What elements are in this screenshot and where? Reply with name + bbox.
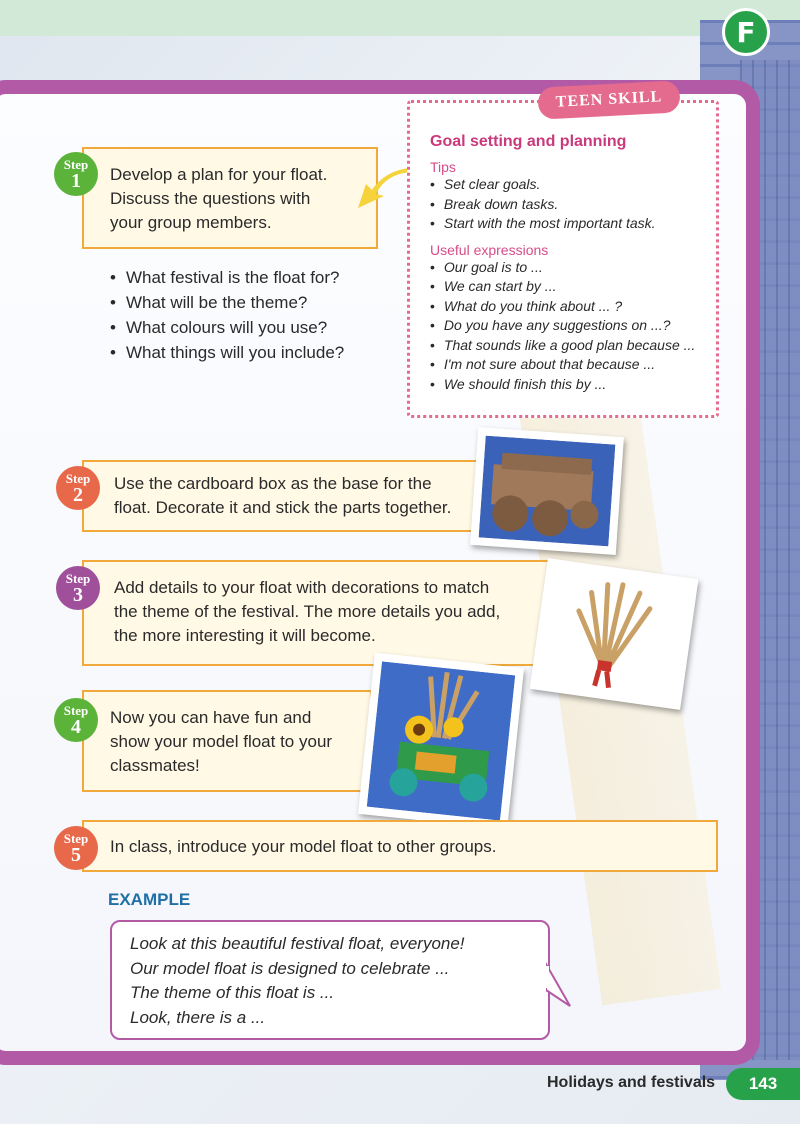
step-3-badge: Step 3 (56, 566, 100, 610)
question-item: • What things will you include? (110, 340, 344, 365)
expression-item: • I'm not sure about that because ... (430, 355, 704, 375)
step-4-badge: Step 4 (54, 698, 98, 742)
example-speech-bubble (110, 920, 550, 1040)
step-3-line: the more interesting it will become. (114, 626, 376, 645)
step-5-line: In class, introduce your model float to other groups. (110, 837, 497, 856)
step-3-box (82, 560, 552, 666)
step-3-line: Add details to your float with decorations to match (114, 578, 490, 597)
step-2-line: Use the cardboard box as the base for the (114, 474, 432, 493)
tip-item: • Start with the most important task. (430, 214, 704, 234)
step-2-box (82, 460, 482, 532)
wheat-image-icon (539, 567, 690, 701)
top-band (0, 0, 800, 36)
section-badge: F (722, 8, 770, 56)
example-line: Look, there is a ... (130, 1007, 266, 1027)
step-4-line: classmates! (110, 756, 200, 775)
step-3-line: the theme of the festival. The more details you add, (114, 602, 501, 621)
question-item: • What festival is the float for? (110, 265, 344, 290)
step-4-line: Now you can have fun and (110, 708, 312, 727)
tip-item: • Set clear goals. (430, 175, 704, 195)
step-1-line: Discuss the questions with (110, 189, 311, 208)
example-line: Look at this beautiful festival float, everyone! (130, 934, 465, 953)
step-1-line: your group members. (110, 213, 272, 232)
step-1-box (82, 147, 378, 249)
step-5-badge: Step 5 (54, 826, 98, 870)
cart-image-icon (479, 436, 616, 547)
expressions-label: Useful expressions (430, 241, 549, 258)
speech-tail-icon (546, 960, 572, 1010)
example-line: Our model float is designed to celebrate ... (130, 958, 450, 978)
model-float-photo (358, 653, 524, 830)
cardboard-cart-photo (470, 427, 624, 555)
question-item: • What colours will you use? (110, 315, 344, 340)
wheat-bundle-photo (530, 558, 699, 710)
expression-item: • What do you think about ... ? (430, 297, 704, 317)
step-4-line: show your model float to your (110, 732, 333, 751)
example-label: EXAMPLE (108, 890, 191, 909)
example-line: The theme of this float is ... (130, 983, 335, 1002)
expressions-list (430, 258, 704, 395)
teen-skill-title: Goal setting and planning (430, 133, 627, 150)
step-1-line: Develop a plan for your float. (110, 165, 328, 184)
step-2-badge: Step 2 (56, 466, 100, 510)
expression-item: • Do you have any suggestions on ...? (430, 316, 704, 336)
teen-skill-badge: TEEN SKILL (537, 80, 680, 119)
planning-questions (110, 265, 344, 365)
tips-list (430, 175, 704, 234)
step-4-box (82, 690, 372, 792)
tip-item: • Break down tasks. (430, 195, 704, 215)
expression-item: • We should finish this by ... (430, 375, 704, 395)
tips-label: Tips (430, 159, 456, 175)
expression-item: • That sounds like a good plan because ... (430, 336, 704, 356)
float-image-icon (367, 661, 516, 820)
arrow-icon (352, 168, 412, 218)
step-2-line: float. Decorate it and stick the parts together. (114, 498, 452, 517)
unit-title: Holidays and festivals (547, 1074, 716, 1091)
teen-skill-box (407, 100, 719, 418)
question-item: • What will be the theme? (110, 290, 344, 315)
expression-item: • Our goal is to ... (430, 258, 704, 278)
expression-item: • We can start by ... (430, 277, 704, 297)
step-5-box (82, 820, 718, 872)
page-number: 143 (726, 1068, 800, 1100)
step-1-badge: Step 1 (54, 152, 98, 196)
